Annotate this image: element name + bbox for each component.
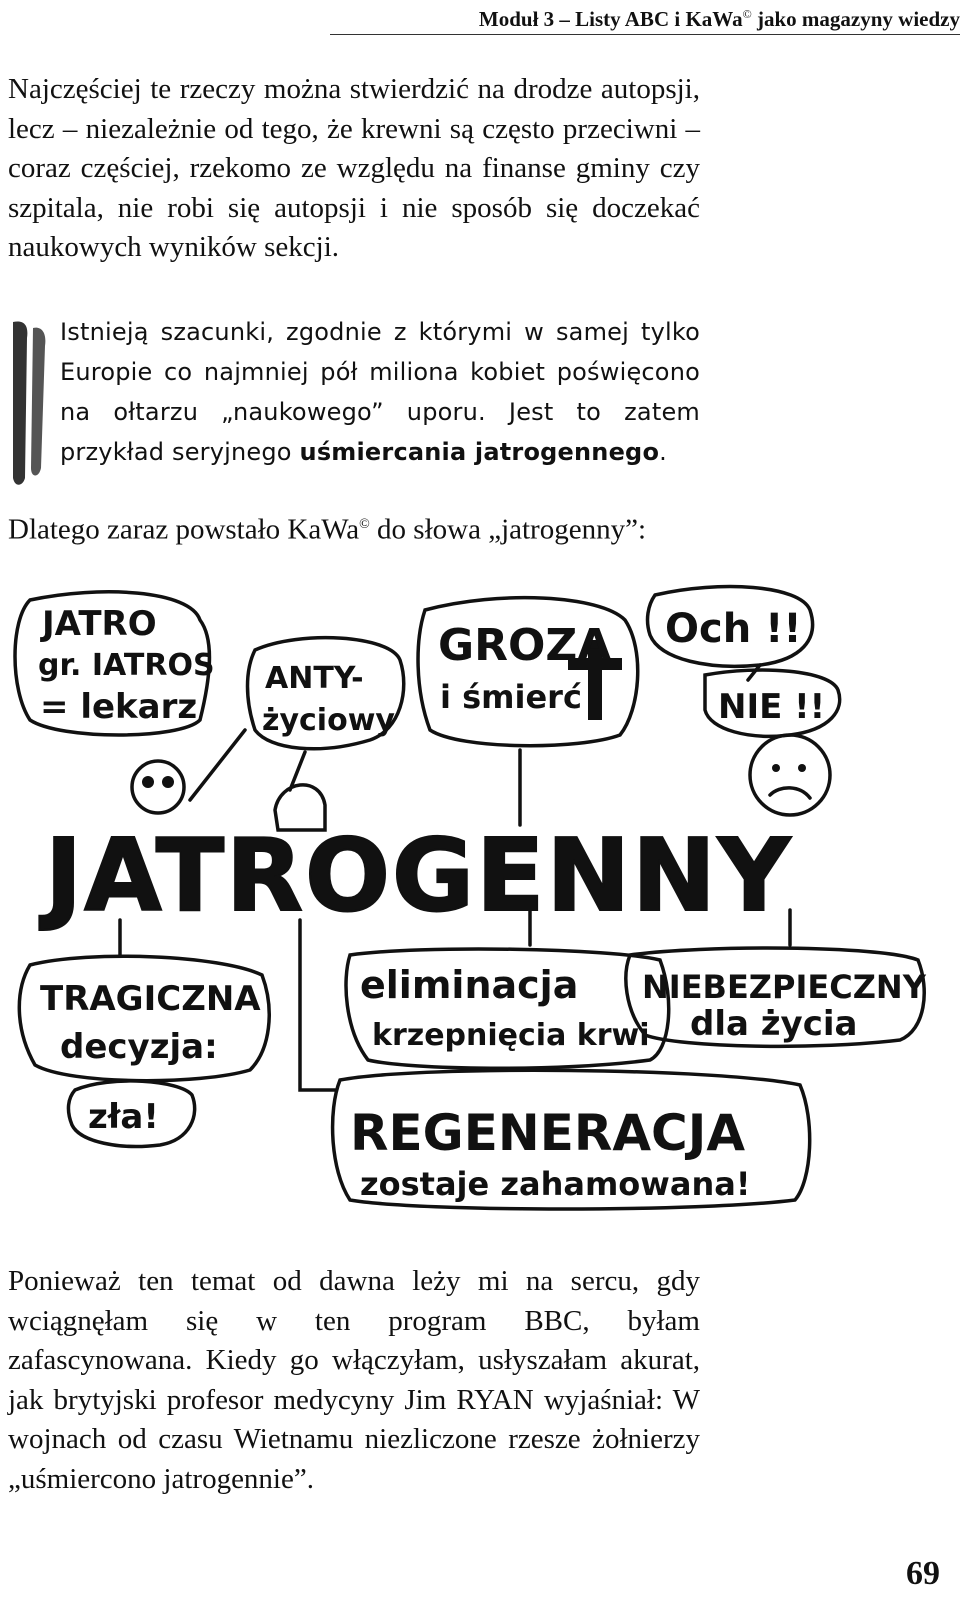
kawa-drawing	[0, 580, 940, 1220]
bubble-niebezpieczny-line2: dla życia	[690, 1004, 858, 1044]
quote-bold-term: uśmiercania jatrogennego	[299, 438, 660, 466]
header-title-part2: jako magazyny wiedzy	[751, 7, 960, 31]
paragraph-bbc: Ponieważ ten temat od dawna leży mi na sercu, gdy wciągnęłam się w ten program BBC, byłam zafascynowana. Kiedy go włączyłam, usłyszałam akurat, jak brytyjski profesor medycyny Jim RYAN wyjaśniał: W wojnach od czasu Wietnamu niezliczone rzesze żołnierzy „uśmiercono jatrogennie”.	[8, 1265, 700, 1495]
page-number: 69	[906, 1555, 940, 1592]
skull-icon	[132, 761, 184, 813]
bubble-zla-text: zła!	[88, 1097, 159, 1137]
bubble-regeneracja-line2: zostaje zahamowana!	[360, 1165, 751, 1203]
bubble-jatro-line3: = lekarz	[40, 687, 198, 727]
bubble-nie-text: NIE !!	[718, 687, 826, 727]
running-header	[330, 0, 960, 35]
bubble-och-text: Och !!	[665, 606, 802, 652]
paragraph-autopsy: Najczęściej te rzeczy można stwierdzić na drodze autopsji, lecz – niezależnie od tego, że krewni są często przeciwni – coraz częściej, rzekomo ze względu na finanse gminy czy szpitala, nie robi się autopsji i nie sposób się doczekać naukowych wyników sekcji.	[8, 73, 700, 263]
header-title-part1: Moduł 3 – Listy ABC i KaWa	[478, 7, 743, 31]
paragraph-kawa-intro	[8, 505, 700, 550]
bubble-jatro-line2: gr. IATROS	[38, 648, 215, 683]
quote-end: .	[659, 438, 667, 466]
p3-text-before: Dlatego zaraz powstało KaWa	[8, 513, 360, 546]
bubble-groza-line1: GROZA	[438, 620, 612, 671]
side-highlight-mark	[5, 318, 51, 490]
quote-text: Istnieją szacunki, zgodnie z którymi w samej tylko Europie co najmniej pół miliona kobiet poświęcono na ołtarzu „naukowego” uporu. Jest to zatem przykład seryjnego	[60, 318, 700, 466]
bubble-groza-line2: i śmierć	[440, 678, 582, 716]
bubble-regeneracja-line1: REGENERACJA	[350, 1104, 746, 1162]
bubble-eliminacja-line2: krzepnięcia krwi	[372, 1018, 650, 1053]
bubble-eliminacja-line1: eliminacja	[360, 963, 579, 1007]
crying-face-icon	[750, 735, 830, 815]
highlighted-quote	[60, 312, 700, 472]
p3-copyright: ©	[359, 517, 370, 532]
bubble-anty-line1: ANTY-	[265, 661, 364, 696]
bubble-jatro-line1: JATRO	[42, 604, 157, 644]
bubble-tragiczna-line2: decyzja:	[60, 1027, 218, 1067]
p3-text-after: do słowa „jatrogenny”:	[369, 513, 647, 546]
bubble-niebezpieczny-line1: NIEBEZPIECZNY	[642, 968, 926, 1006]
copyright-mark: ©	[742, 7, 752, 21]
main-word: JATROGENNY	[45, 817, 793, 934]
bubble-tragiczna-line1: TRAGICZNA	[40, 979, 261, 1019]
bubble-anty-line2: życiowy	[262, 703, 395, 738]
